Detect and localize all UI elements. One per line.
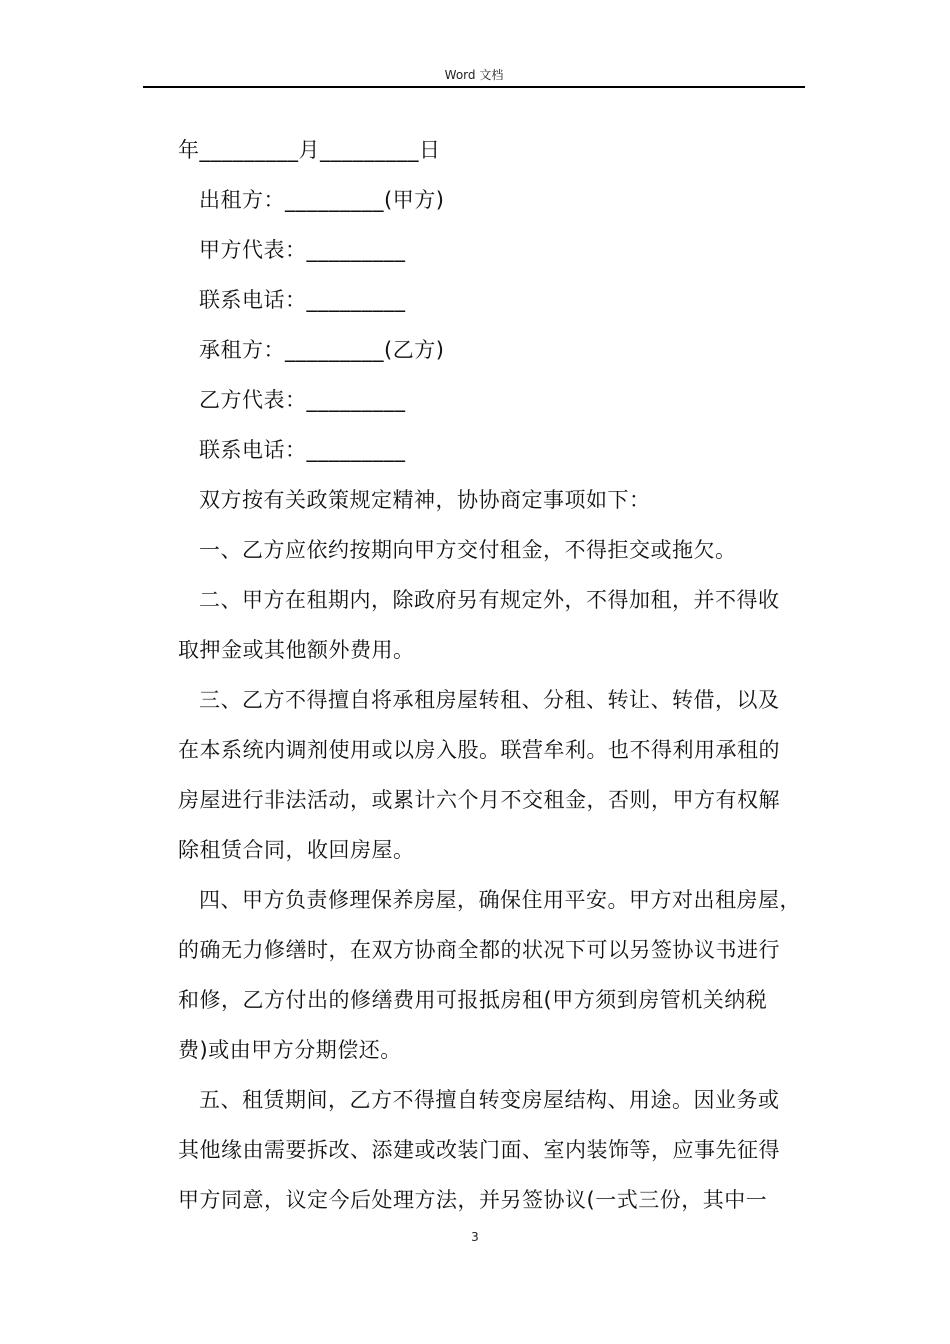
clause-4-line-4: 费)或由甲方分期偿还。 — [178, 1038, 402, 1062]
intro-paragraph: 双方按有关政策规定精神，协协商定事项如下： — [199, 488, 651, 512]
party-a-rep-line: 甲方代表：_________ — [199, 238, 406, 262]
page-number: 3 — [471, 1230, 479, 1244]
clause-2-line-2: 取押金或其他额外费用。 — [178, 638, 415, 662]
clause-4-line-1: 四、甲方负责修理保养房屋，确保住用平安。甲方对出租房屋， — [199, 888, 801, 912]
clause-3-line-4: 除租赁合同，收回房屋。 — [178, 838, 415, 862]
clause-3-line-3: 房屋进行非法活动，或累计六个月不交租金，否则，甲方有权解 — [178, 788, 780, 812]
clause-5-line-1: 五、租赁期间，乙方不得擅自转变房屋结构、用途。因业务或 — [199, 1088, 780, 1112]
header-rule — [143, 86, 805, 88]
clause-2-line-1: 二、甲方在租期内，除政府另有规定外，不得加租，并不得收 — [199, 588, 780, 612]
clause-3-line-2: 在本系统内调剂使用或以房入股。联营牟利。也不得利用承租的 — [178, 738, 780, 762]
date-line: 年_________月_________日 — [178, 138, 441, 162]
party-a-phone-line: 联系电话：_________ — [199, 288, 406, 312]
clause-5-line-3: 甲方同意，议定今后处理方法，并另签协议(一式三份，其中一 — [178, 1188, 768, 1212]
lessor-line: 出租方：_________(甲方) — [199, 188, 445, 212]
clause-1: 一、乙方应依约按期向甲方交付租金，不得拒交或拖欠。 — [199, 538, 737, 562]
lessee-line: 承租方：_________(乙方) — [199, 338, 445, 362]
party-b-rep-line: 乙方代表：_________ — [199, 388, 406, 412]
clause-4-line-3: 和修，乙方付出的修缮费用可报抵房租(甲方须到房管机关纳税 — [178, 988, 768, 1012]
clause-4-line-2: 的确无力修缮时，在双方协商全都的状况下可以另签协议书进行 — [178, 938, 780, 962]
page-header: Word 文档 — [444, 68, 504, 82]
clause-3-line-1: 三、乙方不得擅自将承租房屋转租、分租、转让、转借，以及 — [199, 688, 780, 712]
party-b-phone-line: 联系电话：_________ — [199, 438, 406, 462]
clause-5-line-2: 其他缘由需要拆改、添建或改装门面、室内装饰等，应事先征得 — [178, 1138, 780, 1162]
